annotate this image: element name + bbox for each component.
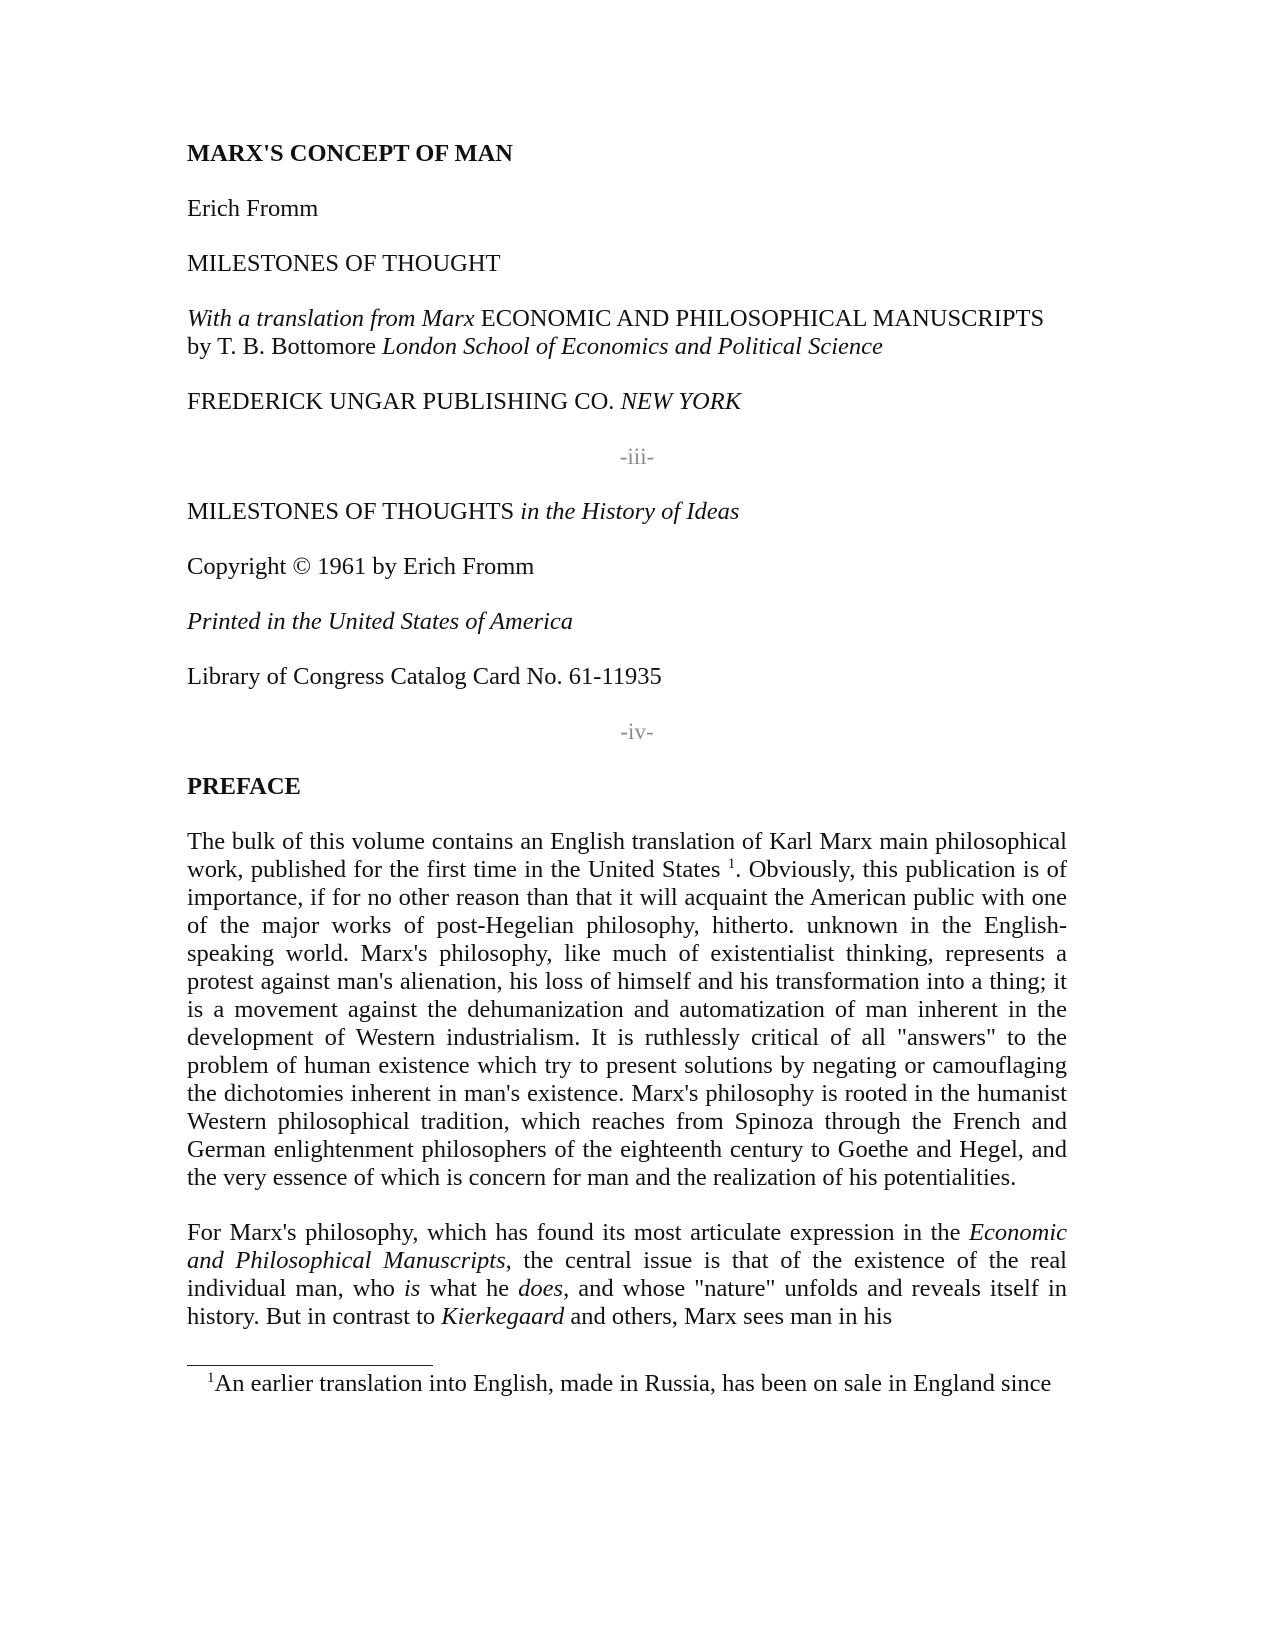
preface-paragraph: For Marx's philosophy, which has found its most articulate expression in the Economic and Philosophical Manuscripts, the central issue is that of the existence of the real individual man, who is what he does, and whose "nature" unfolds and reveals itself in history. But in contrast to Kierkegaard and others, Marx sees man in his	[187, 1219, 1067, 1330]
publisher-city: NEW YORK	[620, 388, 742, 415]
page-number: -iii-	[619, 444, 655, 469]
document-page	[187, 140, 1087, 1398]
footnote	[187, 1370, 1087, 1398]
translator-affiliation: London School of Economics and Political Science	[382, 333, 883, 360]
series-history-plain: MILESTONES OF THOUGHTS	[187, 498, 521, 525]
translator: by T. B. Bottomore	[187, 333, 383, 360]
translation-note	[187, 305, 1067, 361]
book-title: MARX'S CONCEPT OF MAN	[187, 140, 513, 167]
translation-work: ECONOMIC AND PHILOSOPHICAL MANUSCRIPTS	[474, 305, 1045, 332]
publisher-line	[187, 388, 1087, 416]
footnote-mark: 1	[207, 1369, 215, 1386]
series-history-italic: in the History of Ideas	[520, 498, 740, 525]
footnote-divider	[187, 1365, 433, 1366]
printed-line: Printed in the United States of America	[187, 608, 574, 635]
copyright-line: Copyright © 1961 by Erich Fromm	[187, 553, 535, 580]
page-number: -iv-	[620, 719, 654, 744]
translation-prefix: With a translation from Marx	[187, 305, 475, 332]
catalog-line: Library of Congress Catalog Card No. 61-11935	[187, 663, 662, 690]
author-name: Erich Fromm	[187, 195, 319, 222]
preface-paragraph: The bulk of this volume contains an English translation of Karl Marx main philosophical work, published for the first time in the United States $^1$. Obviously, this publication is of importance, if for no other reason than that it will acquaint the American public with one of the major works of post-Hegelian philosophy, hitherto. unknown in the English-speaking world. Marx's philosophy, like much of existentialist thinking, represents a protest against man's alienation, his loss of himself and his transformation into a thing; it is a movement against the dehumanization and automatization of man inherent in the development of Western industrialism. It is ruthlessly critical of all "answers" to the problem of human existence which try to present solutions by negating or camouflaging the dichotomies inherent in man's existence. Marx's philosophy is rooted in the humanist Western philosophical tradition, which reaches from Spinoza through the French and German enlightenment philosophers of the eighteenth century to Goethe and Hegel, and the very essence of which is concern for man and the realization of his potentialities.	[187, 828, 1067, 1191]
footnote-reference: 1	[727, 855, 736, 872]
series-name: MILESTONES OF THOUGHT	[187, 250, 501, 277]
preface-heading: PREFACE	[187, 773, 301, 800]
series-history-line	[187, 498, 1087, 526]
publisher-name: FREDERICK UNGAR PUBLISHING CO.	[187, 388, 621, 415]
footnote-text: An earlier translation into English, made in Russia, has been on sale in England since	[214, 1370, 1052, 1397]
